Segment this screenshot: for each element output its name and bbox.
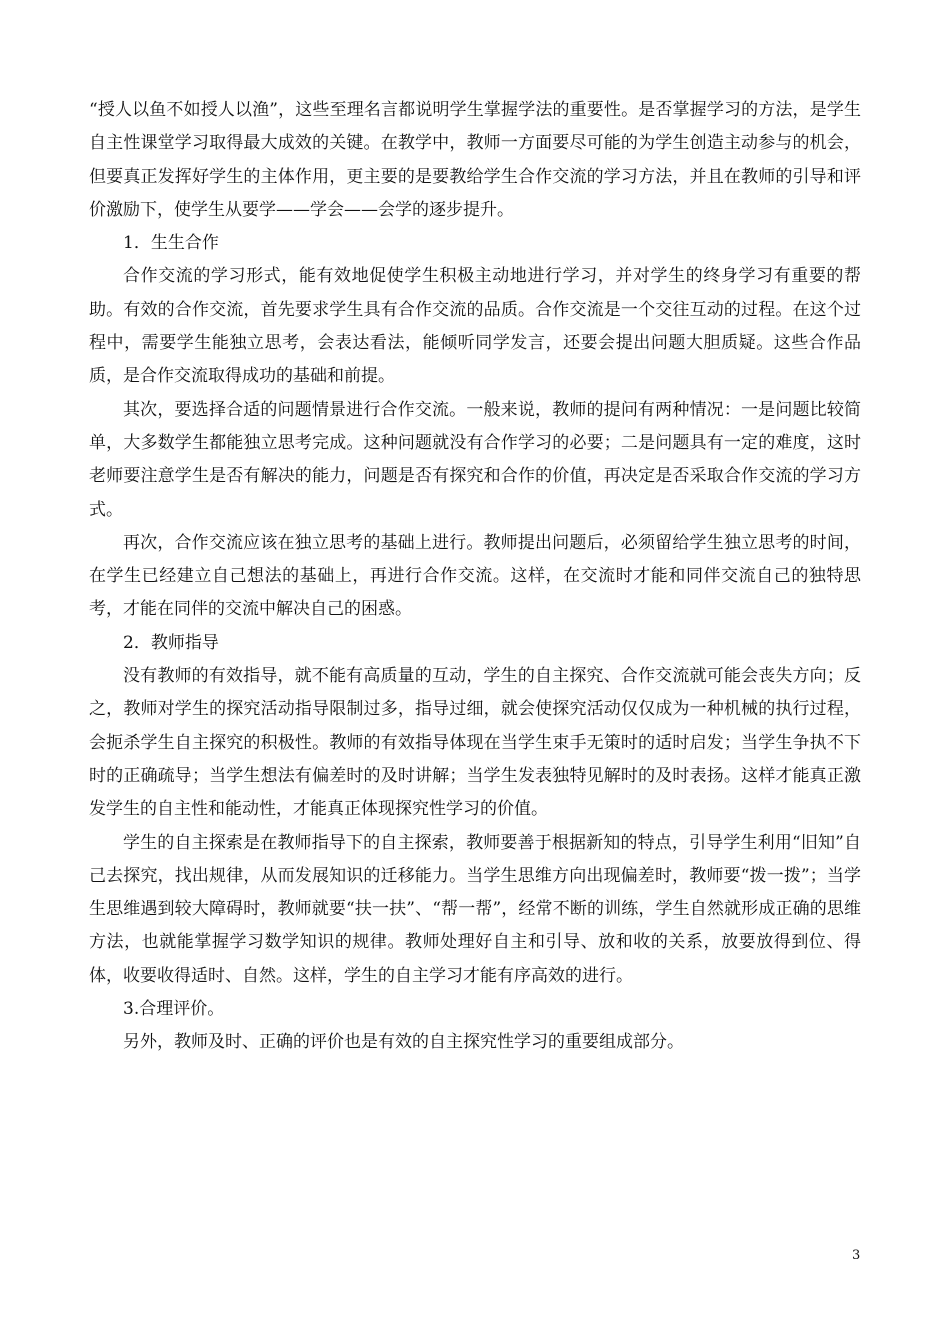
- section-heading-reasonable-evaluation: 3.合理评价。: [123, 999, 225, 1020]
- body-paragraph: 其次，要选择合适的问题情景进行合作交流。一般来说，教师的提问有两种情况：一是问题比较简单，大多数学生都能独立思考完成。这种问题就没有合作学习的必要；二是问题具有一定的难度，这时老师要注意学生是否有解决的能力，问题是否有探究和合作的价值，再决定是否采取合作交流的学习方式。: [89, 399, 861, 520]
- document-body: [89, 94, 861, 1060]
- page-number: 3: [852, 1248, 861, 1263]
- section-heading-student-cooperation: 1．生生合作: [123, 233, 219, 254]
- body-paragraph: 另外，教师及时、正确的评价也是有效的自主探究性学习的重要组成部分。: [123, 1032, 684, 1053]
- body-paragraph: 没有教师的有效指导，就不能有高质量的互动，学生的自主探究、合作交流就可能会丧失方向；反之，教师对学生的探究活动指导限制过多，指导过细，就会使探究活动仅仅成为一种机械的执行过程，会扼杀学生自主探究的积极性。教师的有效指导体现在当学生束手无策时的适时启发；当学生争执不下时的正确疏导；当学生想法有偏差时的及时讲解；当学生发表独特见解时的及时表扬。这样才能真正激发学生的自主性和能动性，才能真正体现探究性学习的价值。: [89, 666, 861, 820]
- body-paragraph: 再次，合作交流应该在独立思考的基础上进行。教师提出问题后，必须留给学生独立思考的时间，在学生已经建立自己想法的基础上，再进行合作交流。这样，在交流时才能和同伴交流自己的独特思考，才能在同伴的交流中解决自己的困惑。: [89, 532, 861, 620]
- body-paragraph: 合作交流的学习形式，能有效地促使学生积极主动地进行学习，并对学生的终身学习有重要的帮助。有效的合作交流，首先要求学生具有合作交流的品质。合作交流是一个交往互动的过程。在这个过程中，需要学生能独立思考，会表达看法，能倾听同学发言，还要会提出问题大胆质疑。这些合作品质，是合作交流取得成功的基础和前提。: [89, 266, 861, 387]
- section-heading-teacher-guidance: 2．教师指导: [123, 632, 219, 653]
- intro-paragraph: “授人以鱼不如授人以渔”，这些至理名言都说明学生掌握学法的重要性。是否掌握学习的方法，是学生自主性课堂学习取得最大成效的关键。在教学中，教师一方面要尽可能的为学生创造主动参与的机会，但要真正发挥好学生的主体作用，更主要的是要教给学生合作交流的学习方法，并且在教师的引导和评价激励下，使学生从要学——学会——会学的逐步提升。: [89, 100, 861, 220]
- body-paragraph: 学生的自主探索是在教师指导下的自主探索，教师要善于根据新知的特点，引导学生利用“旧知”自己去探究，找出规律，从而发展知识的迁移能力。当学生思维方向出现偏差时，教师要“拨一拨”；当学生思维遇到较大障碍时，教师就要“扶一扶”、“帮一帮”，经常不断的训练，学生自然就形成正确的思维方法，也就能掌握学习数学知识的规律。教师处理好自主和引导、放和收的关系，放要放得到位、得体，收要收得适时、自然。这样，学生的自主学习才能有序高效的进行。: [89, 832, 861, 986]
